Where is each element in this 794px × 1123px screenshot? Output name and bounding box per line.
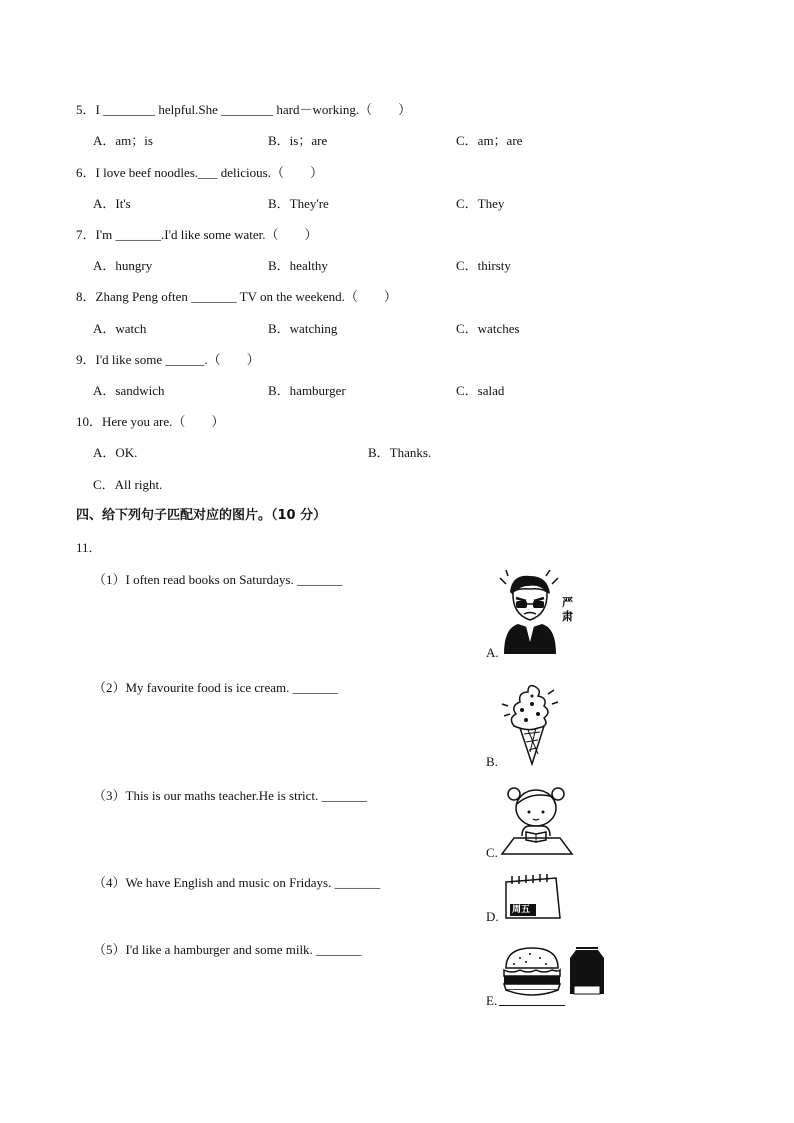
picture-label-b: B. (486, 754, 498, 769)
ice-cream-picture (498, 680, 562, 766)
calendar-day-text: 周五 (512, 905, 531, 915)
picture-label-c: C. (486, 845, 498, 860)
question-8-stem: 8．Zhang Peng often _______ TV on the weekend.（ ） (76, 289, 397, 304)
picture-label-a: A. (486, 645, 499, 660)
question-7-stem: 7．I'm _______.I'd like some water.（ ） (76, 227, 318, 242)
question-7-option-a: A．hungry (93, 258, 153, 273)
match-sentence-4: （4）We have English and music on Fridays. _______ (93, 875, 381, 890)
question-5-option-a: A．am；is (93, 133, 153, 148)
question-8-option-c: C．watches (456, 321, 520, 336)
question-6-option-c: C．They (456, 196, 505, 211)
question-10-option-c: C．All right. (93, 477, 163, 492)
section-4-title: 四、给下列句子匹配对应的图片。（10 分） (76, 508, 327, 523)
girl-reading-picture (500, 782, 574, 858)
picture-label-d: D. (486, 909, 499, 924)
match-sentence-1: （1）I often read books on Saturdays. _______ (93, 572, 343, 587)
question-9-option-a: A．sandwich (93, 383, 165, 398)
question-7-option-c: C．thirsty (456, 258, 511, 273)
strict-sign-char-1: 严肃 (562, 596, 573, 623)
question-10-option-a: A．OK. (93, 445, 138, 460)
question-5-stem: 5．I ________ helpful.She ________ hard－working.（ ） (76, 102, 412, 117)
question-10-option-b: B．Thanks. (368, 445, 432, 460)
calendar-friday-picture (502, 874, 562, 922)
question-5-option-b: B．is；are (268, 133, 328, 148)
question-6-stem: 6．I love beef noodles.___ delicious.（ ） (76, 165, 323, 180)
match-sentence-2: （2）My favourite food is ice cream. _______ (93, 680, 339, 695)
question-5-option-c: C．am；are (456, 133, 523, 148)
question-9-option-c: C．salad (456, 383, 505, 398)
question-8-option-a: A．watch (93, 321, 147, 336)
question-6-option-a: A．It's (93, 196, 131, 211)
picture-label-e-text: E. (486, 993, 498, 1008)
picture-label-e-underline (499, 1005, 565, 1006)
question-8-option-b: B．watching (268, 321, 338, 336)
match-sentence-5: （5）I'd like a hamburger and some milk. _______ (93, 942, 362, 957)
question-11-number: 11． (76, 540, 102, 555)
match-sentence-3: （3）This is our maths teacher.He is strict. _______ (93, 788, 368, 803)
question-7-option-b: B．healthy (268, 258, 328, 273)
strict-teacher-picture (496, 570, 580, 656)
question-10-stem: 10．Here you are.（ ） (76, 414, 225, 429)
question-6-option-b: B．They're (268, 196, 329, 211)
question-9-stem: 9．I'd like some ______.（ ） (76, 352, 260, 367)
picture-label-e (486, 994, 565, 1008)
question-9-option-b: B．hamburger (268, 383, 346, 398)
